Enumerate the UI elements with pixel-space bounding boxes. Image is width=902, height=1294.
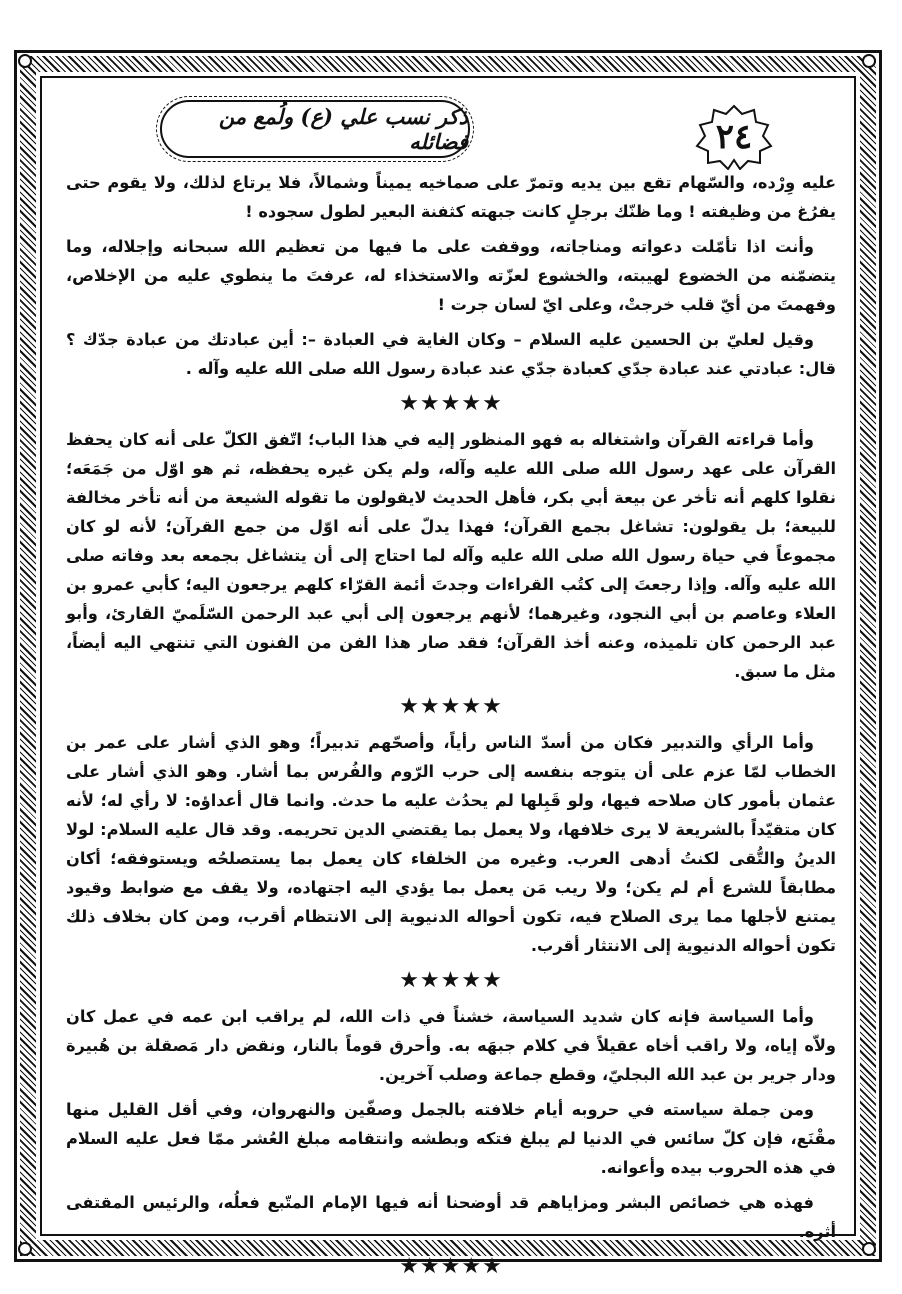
corner-ornament [862, 1242, 876, 1256]
section-separator: ★★★★★ [399, 694, 503, 719]
page-title: ذكر نسب علي (ع) ولُمع من فضائله [160, 100, 470, 158]
corner-ornament [18, 54, 32, 68]
paragraph: عليه وِرْده، والسّهام تقع بين يديه وتمرّ على صماخيه يميناً وشمالاً، فلا يرتاع لذلك، ولا يقوم حتى يفرُغ من وظيفته ! وما ظنّك برجلٍ كانت جبهته كثفنة البعير لطول سجوده ! [66, 173, 836, 221]
paragraph: وأما السياسة فإنه كان شديد السياسة، خشناً في ذات الله، لم يراقب ابن عمه في عمل كان ولاّه إياه، ولا راقب أخاه عقيلاً في كلام جبهَه به. وأحرق قوماً بالنار، ونقض دار مَصقلة بن هُبيرة ودار جرير بن عبد الله البجليّ، وقطع جماعة وصلب آخرين. [66, 1007, 836, 1084]
paragraph: ومن جملة سياسته في حروبه أيام خلافته بالجمل وصفّين والنهروان، وفي أقل القليل منها مقْنَع، فإن كلّ سائس في الدنيا لم يبلغ فتكه وبطشه وانتقامه مبلغ العُشر ممّا فعل عليه السلام في هذه الحروب بيده وأعوانه. [66, 1100, 836, 1177]
paragraph: وأنت اذا تأمّلت دعواته ومناجاته، ووقفت على ما فيها من تعظيم الله سبحانه وإجلاله، وما يتضمّنه من الخضوع لهيبته، والخشوع لعزّته والاستخذاء له، عرفتَ ما ينطوي عليه من الإخلاص، وفهمتَ من أيّ قلب خرجتْ، وعلى ايّ لسان جرت ! [66, 237, 836, 314]
corner-ornament [18, 1242, 32, 1256]
article-body [66, 168, 836, 1279]
paragraph: وقيل لعليّ بن الحسين عليه السلام – وكان الغاية في العبادة –: أين عبادتك من عبادة جدّك ؟ قال: عبادتي عند عبادة جدّي كعبادة جدّي عند عبادة رسول الله صلى الله عليه وآله . [66, 330, 836, 378]
page-number-badge [693, 104, 775, 170]
section-separator: ★★★★★ [399, 391, 503, 416]
paragraph: فهذه هي خصائص البشر ومزاياهم قد أوضحنا أنه فيها الإمام المتّبع فعلُه، والرئيس المقتفى أثره. [66, 1193, 836, 1241]
paragraph: وأما قراءته القرآن واشتغاله به فهو المنظور إليه في هذا الباب؛ اتّفق الكلّ على أنه كان يحفظ القرآن على عهد رسول الله صلى الله عليه وآله، ولم يكن غيره يحفظه، ثم هو اوّل من جَمَعَه؛ نقلوا كلهم أنه تأخر عن بيعة أبي بكر، فأهل الحديث لايقولون ما تقوله الشيعة من أنه تأخر مخالفة للبيعة؛ بل يقولون: تشاغل بجمع القرآن؛ فهذا يدلّ على أنه اوّل من جمع القرآن؛ لأنه لو كان مجموعاً في حياة رسول الله صلى الله عليه وآله لما احتاج إلى أن يتشاغل بجمعه بعد وفاته صلى الله عليه وآله. وإذا رجعتَ إلى كتُب القراءات وجدتَ أئمة القرّاء كلهم يرجعون اليه؛ كأبي عمرو بن العلاء وعاصم بن أبي النجود، وغيرهما؛ لأنهم يرجعون إلى أبي عبد الرحمن السّلَميّ القارئ، وأبو عبد الرحمن كان تلميذه، وعنه أخذ القرآن؛ فقد صار هذا الفن من الفنون التي تنتهي اليه أيضاً، مثل ما سبق. [66, 430, 836, 681]
section-separator: ★★★★★ [399, 1254, 503, 1279]
section-separator: ★★★★★ [399, 968, 503, 993]
page-number: ٢٤ [715, 117, 753, 157]
paragraph: وأما الرأي والتدبير فكان من أسدّ الناس رأياً، وأصحّهم تدبيراً؛ وهو الذي أشار على عمر بن الخطاب لمّا عزم على أن يتوجه بنفسه إلى حرب الرّوم والفُرس بما أشار. وهو الذي أشار على عثمان بأمور كان صلاحه فيها، ولو قَبِلها لم يحدُث عليه ما حدث. وانما قال أعداؤه: لا رأي له؛ لأنه كان متقيّداً بالشريعة لا يرى خلافها، ولا يعمل بما يقتضي الدين تحريمه. وقد قال عليه السلام: لولا الدينُ والتُّقى لكنتُ أدهى العرب. وغيره من الخلفاء كان يعمل بما يستصلحُه ويستوفقه؛ أكان مطابقاً للشرع أم لم يكن؛ ولا ريب مَن يعمل بما يؤدي اليه اجتهاده، ولا يقف مع ضوابط وقيود يمتنع لأجلها مما يرى الصلاح فيه، تكون أحواله الدنيوية إلى الانتظام أقرب، ومن كان بخلاف ذلك تكون أحواله الدنيوية إلى الانتثار أقرب. [66, 733, 836, 955]
corner-ornament [862, 54, 876, 68]
